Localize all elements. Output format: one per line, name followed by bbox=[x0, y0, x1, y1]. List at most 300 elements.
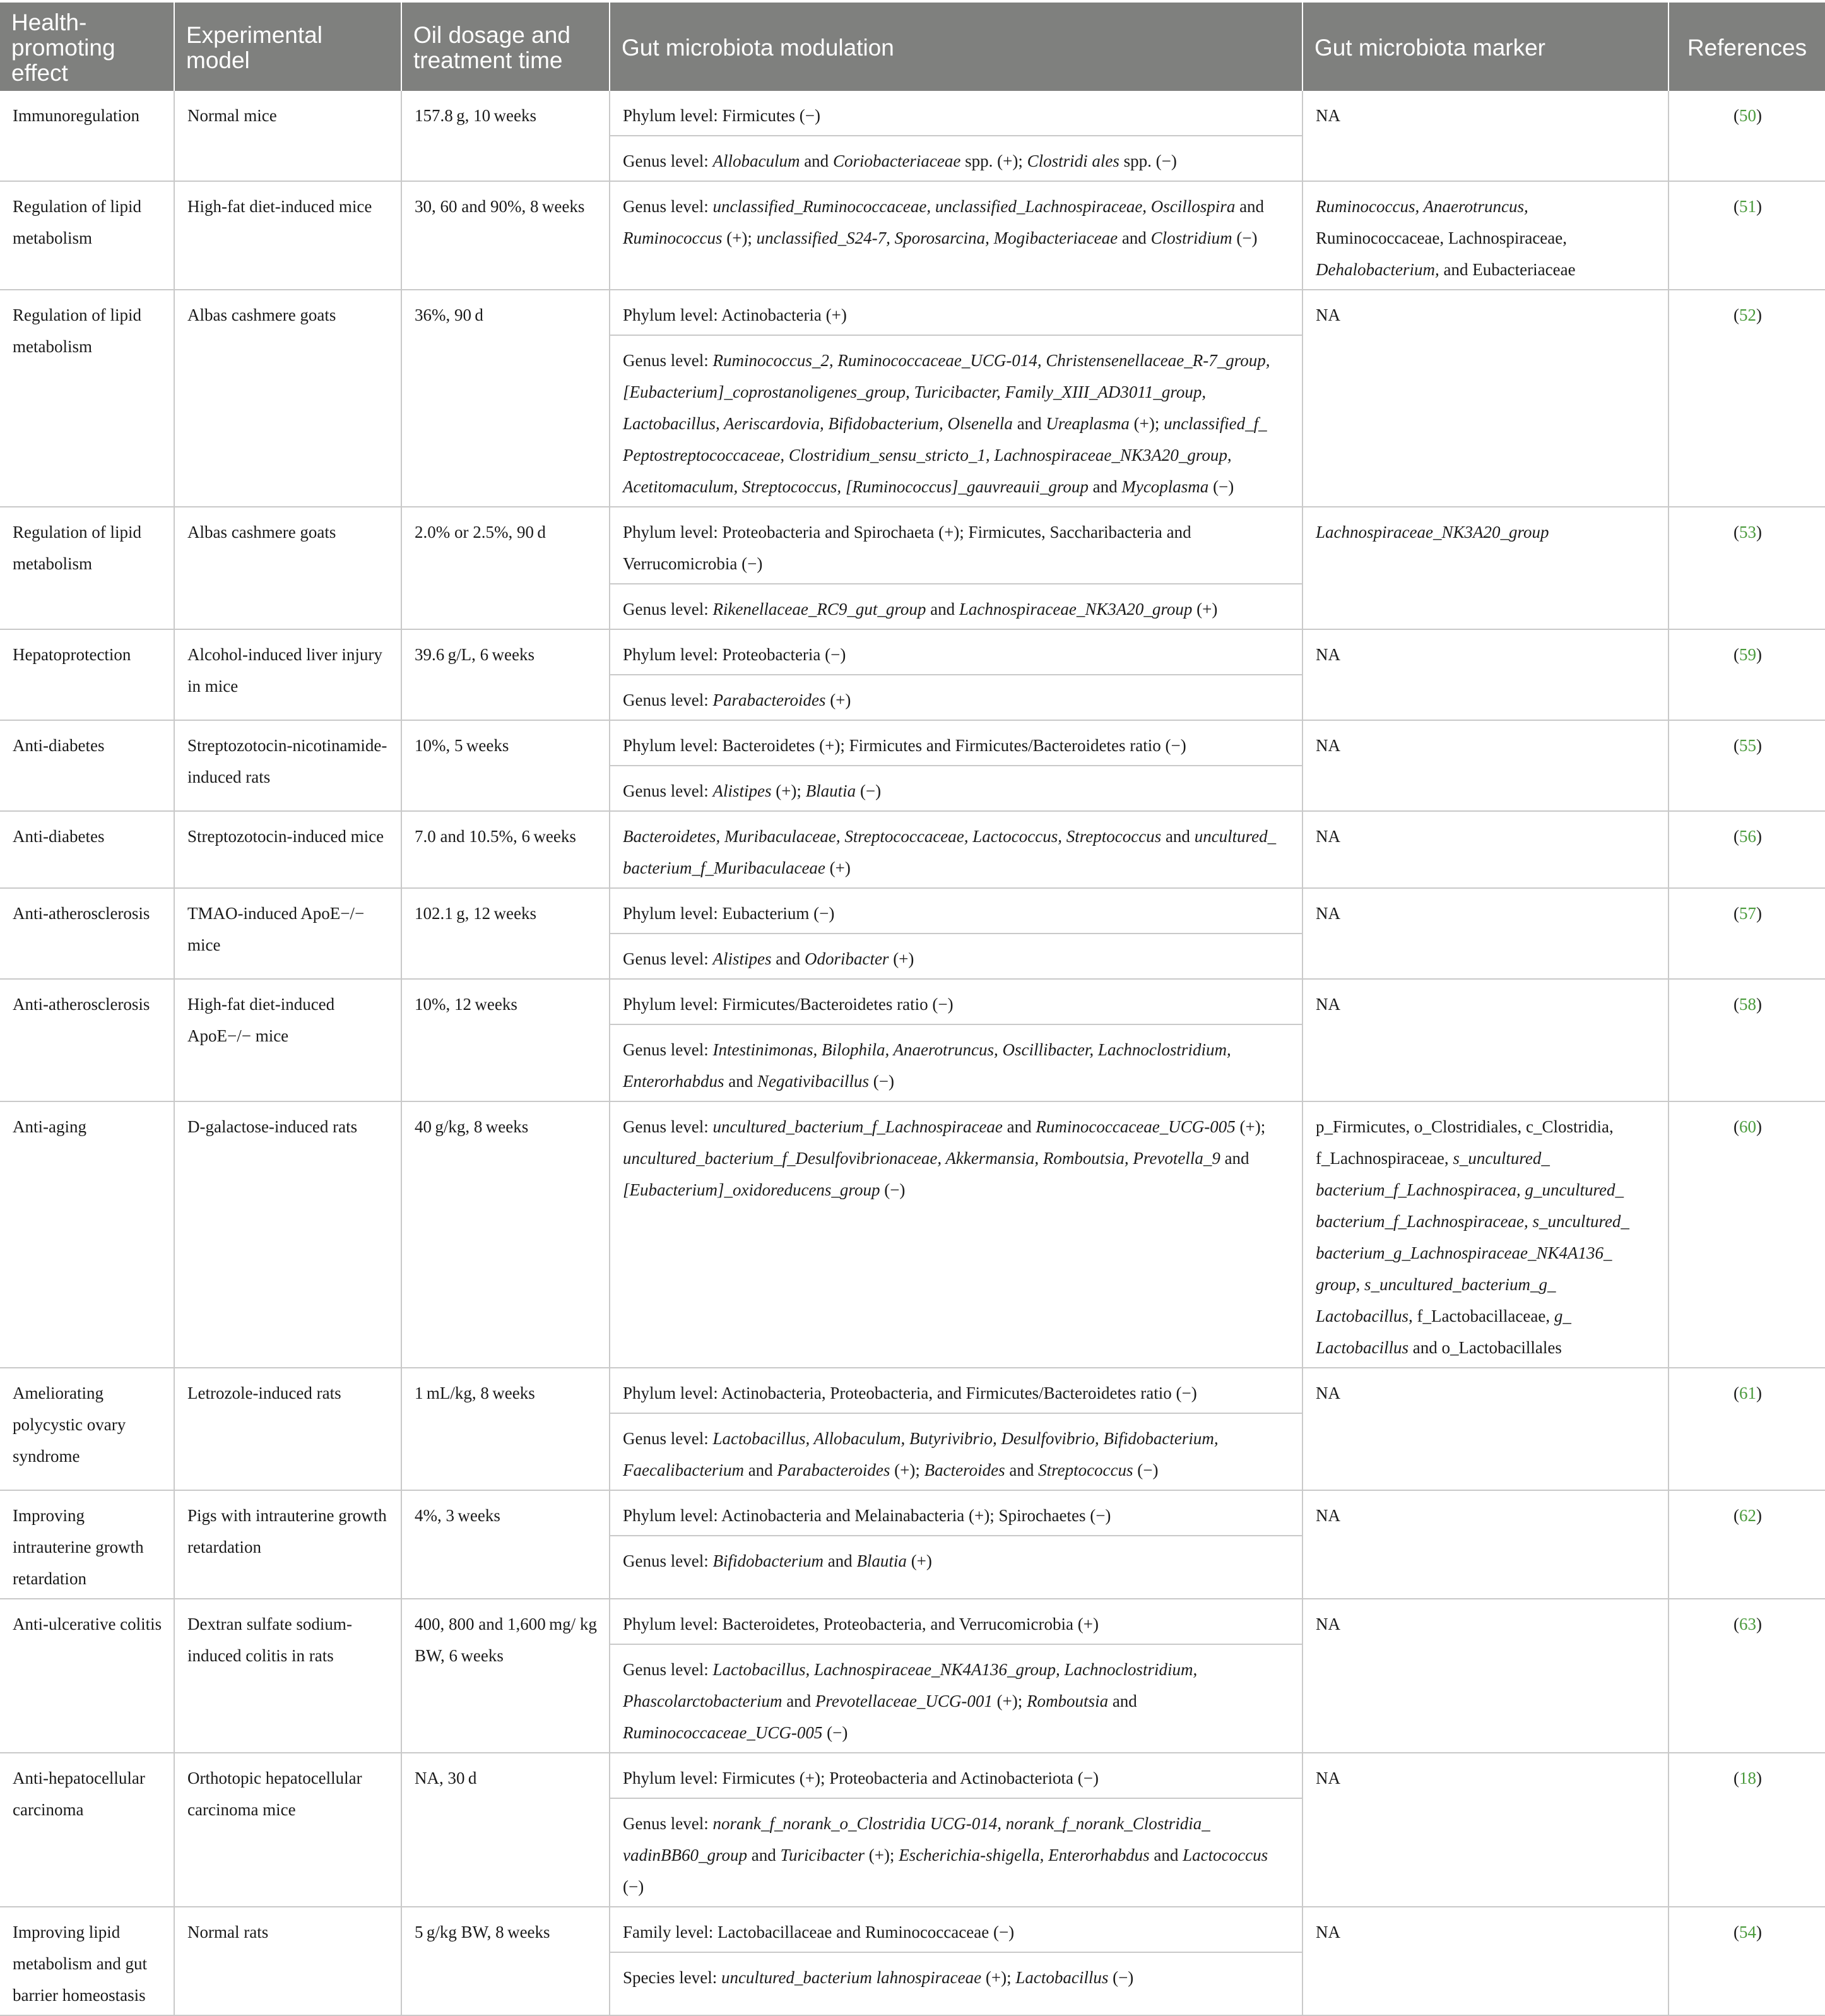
italic-taxon: Allobaculum bbox=[712, 151, 800, 170]
reference-link[interactable]: 53 bbox=[1739, 523, 1756, 542]
italic-taxon: norank_f_norank_o_Clostridia UCG-014, norank_f_norank_Clostridia_ vadinBB60_group bbox=[623, 1814, 1210, 1865]
cell-reference bbox=[1668, 888, 1825, 979]
reference-link[interactable]: 54 bbox=[1739, 1923, 1756, 1942]
modulation-line bbox=[610, 507, 1302, 583]
modulation-line bbox=[610, 721, 1302, 765]
cell-health-effect: Anti-atherosclerosis bbox=[0, 979, 174, 1101]
text-run: and bbox=[1002, 1117, 1036, 1136]
italic-taxon: Lactobacillus, Lachnospiraceae_NK4A136_group, Lachnoclostridium, Phascolarctobacterium bbox=[623, 1660, 1198, 1711]
cell-microbiota-marker bbox=[1302, 1907, 1668, 2015]
header-health-effect: Health-promoting effect bbox=[0, 3, 174, 91]
ref-close-paren: ) bbox=[1756, 827, 1762, 846]
text-run: Phylum level: Actinobacteria, Proteobacteria, and Firmicutes/Bacteroidetes ratio (−) bbox=[623, 1384, 1197, 1402]
text-run: (+) bbox=[825, 691, 851, 709]
modulation-line bbox=[610, 1413, 1302, 1490]
italic-taxon: Parabacteroides bbox=[712, 691, 826, 709]
ref-open-paren: ( bbox=[1733, 1117, 1739, 1136]
text-run: NA bbox=[1316, 1384, 1340, 1402]
table-row bbox=[0, 720, 1825, 811]
ref-close-paren: ) bbox=[1756, 645, 1762, 664]
cell-oil-dosage: 5 g/kg BW, 8 weeks bbox=[401, 1907, 610, 2015]
text-run: Phylum level: Eubacterium (−) bbox=[623, 904, 835, 923]
text-run: (+); bbox=[722, 228, 757, 247]
text-run: Genus level: bbox=[623, 1551, 713, 1570]
text-run: Genus level: bbox=[623, 351, 713, 370]
cell-health-effect: Regulation of lipid metabolism bbox=[0, 181, 174, 290]
reference-link[interactable]: 62 bbox=[1739, 1506, 1756, 1525]
text-run: Genus level: bbox=[623, 1040, 713, 1059]
text-run: Phylum level: Actinobacteria (+) bbox=[623, 305, 847, 324]
cell-health-effect: Ameliorating polycystic ovary syndrome bbox=[0, 1368, 174, 1490]
cell-oil-dosage: 2.0% or 2.5%, 90 d bbox=[401, 507, 610, 629]
cell-experimental-model: Pigs with intrauterine growth retardation bbox=[174, 1490, 401, 1599]
cell-reference bbox=[1668, 181, 1825, 290]
cell-health-effect: Regulation of lipid metabolism bbox=[0, 507, 174, 629]
italic-taxon: Ruminococcus bbox=[623, 228, 723, 247]
cell-oil-dosage: 39.6 g/L, 6 weeks bbox=[401, 629, 610, 720]
cell-reference bbox=[1668, 1599, 1825, 1753]
text-run: and bbox=[926, 600, 959, 619]
table-row bbox=[0, 91, 1825, 181]
text-run: NA bbox=[1316, 1769, 1340, 1788]
text-run: (−) bbox=[856, 781, 882, 800]
cell-experimental-model: High-fat diet-induced mice bbox=[174, 181, 401, 290]
text-run: (−) bbox=[868, 1072, 894, 1091]
ref-close-paren: ) bbox=[1756, 523, 1762, 542]
text-run: (−) bbox=[623, 1877, 644, 1896]
text-run: Phylum level: Firmicutes (−) bbox=[623, 106, 820, 125]
cell-microbiota-marker bbox=[1302, 181, 1668, 290]
text-run: Phylum level: Proteobacteria (−) bbox=[623, 645, 846, 664]
text-run: and bbox=[724, 1072, 757, 1091]
header-oil-dosage: Oil dosage and treatment time bbox=[401, 3, 610, 91]
ref-open-paren: ( bbox=[1733, 106, 1739, 125]
cell-experimental-model: Letrozole-induced rats bbox=[174, 1368, 401, 1490]
text-run: Genus level: bbox=[623, 151, 713, 170]
italic-taxon: Ruminococcus, Anaerotruncus, bbox=[1316, 197, 1528, 216]
text-run: and bbox=[1005, 1461, 1039, 1479]
reference-link[interactable]: 18 bbox=[1739, 1769, 1756, 1788]
text-run: Family level: Lactobacillaceae and Ruminococcaceae (−) bbox=[623, 1923, 1015, 1942]
table-row bbox=[0, 507, 1825, 629]
text-run: Genus level: bbox=[623, 600, 713, 619]
cell-health-effect: Anti-ulcerative colitis bbox=[0, 1599, 174, 1753]
italic-taxon: Parabacteroides bbox=[777, 1461, 890, 1479]
cell-microbiota-modulation bbox=[610, 888, 1302, 979]
text-run: and bbox=[782, 1692, 815, 1711]
modulation-line bbox=[610, 1102, 1302, 1209]
cell-oil-dosage: 40 g/kg, 8 weeks bbox=[401, 1101, 610, 1368]
cell-health-effect: Improving intrauterine growth retardation bbox=[0, 1490, 174, 1599]
reference-link[interactable]: 50 bbox=[1739, 106, 1756, 125]
cell-oil-dosage: 400, 800 and 1,600 mg/ kg BW, 6 weeks bbox=[401, 1599, 610, 1753]
italic-taxon: Blautia bbox=[856, 1551, 907, 1570]
text-run: (−) bbox=[880, 1180, 906, 1199]
italic-taxon: Bacteroidetes, Muribaculaceae, Streptococcaceae, Lactococcus, Streptococcus bbox=[623, 827, 1162, 846]
cell-reference bbox=[1668, 979, 1825, 1101]
italic-taxon: uncultured_bacterium_f_Desulfovibrionaceae, Akkermansia, Romboutsia, Prevotella_9 bbox=[623, 1149, 1220, 1168]
modulation-line bbox=[610, 889, 1302, 933]
cell-reference bbox=[1668, 91, 1825, 181]
cell-microbiota-modulation bbox=[610, 1907, 1302, 2015]
reference-link[interactable]: 58 bbox=[1739, 995, 1756, 1014]
text-run: p_Firmicutes, o_Clostridiales, c_Clostridia, f_Lachnospiraceae, bbox=[1316, 1117, 1614, 1168]
ref-close-paren: ) bbox=[1756, 1923, 1762, 1942]
italic-taxon: Clostridium bbox=[1150, 228, 1232, 247]
text-run: (−) bbox=[822, 1723, 848, 1742]
cell-reference bbox=[1668, 720, 1825, 811]
italic-taxon: unclassified_S24-7, Sporosarcina, Mogibacteriaceae bbox=[756, 228, 1118, 247]
modulation-line bbox=[610, 335, 1302, 506]
text-run: (−) bbox=[1208, 477, 1234, 496]
text-run: Genus level: bbox=[623, 691, 713, 709]
italic-taxon: Clostridi ales bbox=[1027, 151, 1119, 170]
text-run: Phylum level: Firmicutes/Bacteroidetes ratio (−) bbox=[623, 995, 954, 1014]
ref-open-paren: ( bbox=[1733, 305, 1739, 324]
text-run: spp. (+); bbox=[960, 151, 1027, 170]
modulation-line bbox=[610, 933, 1302, 978]
cell-oil-dosage: 10%, 5 weeks bbox=[401, 720, 610, 811]
cell-health-effect: Regulation of lipid metabolism bbox=[0, 290, 174, 507]
cell-experimental-model: TMAO-induced ApoE−/− mice bbox=[174, 888, 401, 979]
cell-microbiota-marker bbox=[1302, 1753, 1668, 1907]
cell-experimental-model: Albas cashmere goats bbox=[174, 290, 401, 507]
modulation-line bbox=[610, 765, 1302, 810]
text-run: (+); bbox=[864, 1846, 899, 1865]
microbiota-table bbox=[0, 3, 1825, 2016]
cell-health-effect: Anti-aging bbox=[0, 1101, 174, 1368]
cell-oil-dosage: 157.8 g, 10 weeks bbox=[401, 91, 610, 181]
cell-microbiota-modulation bbox=[610, 1368, 1302, 1490]
modulation-line bbox=[610, 1491, 1302, 1535]
italic-taxon: Romboutsia bbox=[1027, 1692, 1109, 1711]
cell-oil-dosage: 4%, 3 weeks bbox=[401, 1490, 610, 1599]
text-run: (+) bbox=[1192, 600, 1218, 619]
cell-microbiota-modulation bbox=[610, 1753, 1302, 1907]
cell-microbiota-modulation bbox=[610, 181, 1302, 290]
italic-taxon: Streptococcus bbox=[1038, 1461, 1133, 1479]
ref-close-paren: ) bbox=[1756, 904, 1762, 923]
cell-microbiota-modulation bbox=[610, 91, 1302, 181]
modulation-line bbox=[610, 290, 1302, 335]
text-run: NA bbox=[1316, 904, 1340, 923]
header-microbiota-modulation: Gut microbiota modulation bbox=[610, 3, 1302, 91]
text-run: NA bbox=[1316, 1923, 1340, 1942]
ref-open-paren: ( bbox=[1733, 904, 1739, 923]
text-run: NA bbox=[1316, 995, 1340, 1014]
cell-experimental-model: Orthotopic hepatocellular carcinoma mice bbox=[174, 1753, 401, 1907]
text-run: (+); bbox=[771, 781, 806, 800]
cell-microbiota-modulation bbox=[610, 507, 1302, 629]
italic-taxon: Ruminococcaceae_UCG-005 bbox=[1036, 1117, 1236, 1136]
cell-reference bbox=[1668, 1368, 1825, 1490]
ref-close-paren: ) bbox=[1756, 1506, 1762, 1525]
text-run: (+); bbox=[1235, 1117, 1266, 1136]
cell-microbiota-modulation bbox=[610, 979, 1302, 1101]
text-run: and bbox=[1012, 414, 1046, 433]
cell-health-effect: Improving lipid metabolism and gut barrier homeostasis bbox=[0, 1907, 174, 2015]
text-run: (+); bbox=[1129, 414, 1164, 433]
text-run: (−) bbox=[1133, 1461, 1159, 1479]
cell-microbiota-modulation bbox=[610, 290, 1302, 507]
ref-open-paren: ( bbox=[1733, 995, 1739, 1014]
cell-microbiota-marker bbox=[1302, 629, 1668, 720]
table-row bbox=[0, 1101, 1825, 1368]
cell-experimental-model: Streptozotocin-induced mice bbox=[174, 811, 401, 888]
cell-experimental-model: Alcohol-induced liver injury in mice bbox=[174, 629, 401, 720]
text-run: Genus level: bbox=[623, 781, 713, 800]
text-run: spp. (−) bbox=[1119, 151, 1177, 170]
cell-microbiota-marker bbox=[1302, 91, 1668, 181]
cell-oil-dosage: NA, 30 d bbox=[401, 1753, 610, 1907]
italic-taxon: unclassified_Ruminococcaceae, unclassified_Lachnospiraceae, Oscillospira bbox=[712, 197, 1236, 216]
cell-microbiota-modulation bbox=[610, 720, 1302, 811]
text-run: NA bbox=[1316, 736, 1340, 755]
text-run: Genus level: bbox=[623, 1117, 713, 1136]
ref-open-paren: ( bbox=[1733, 197, 1739, 216]
italic-taxon: Lactobacillus bbox=[1015, 1968, 1109, 1987]
table-row bbox=[0, 181, 1825, 290]
italic-taxon: g_ Lactobacillus bbox=[1316, 1307, 1571, 1357]
modulation-line bbox=[610, 1644, 1302, 1752]
cell-reference bbox=[1668, 1753, 1825, 1907]
reference-link[interactable]: 51 bbox=[1739, 197, 1756, 216]
modulation-line bbox=[610, 1535, 1302, 1580]
cell-microbiota-marker bbox=[1302, 811, 1668, 888]
italic-taxon: Turicibacter bbox=[780, 1846, 865, 1865]
ref-open-paren: ( bbox=[1733, 736, 1739, 755]
cell-health-effect: Anti-diabetes bbox=[0, 720, 174, 811]
text-run: and Eubacteriaceae bbox=[1439, 260, 1576, 279]
text-run: and bbox=[1149, 1846, 1183, 1865]
ref-close-paren: ) bbox=[1756, 1117, 1762, 1136]
cell-microbiota-marker bbox=[1302, 290, 1668, 507]
ref-close-paren: ) bbox=[1756, 1769, 1762, 1788]
reference-link[interactable]: 60 bbox=[1739, 1117, 1756, 1136]
modulation-line bbox=[610, 135, 1302, 181]
italic-taxon: Ruminococcaceae_UCG-005 bbox=[623, 1723, 823, 1742]
cell-health-effect: Immunoregulation bbox=[0, 91, 174, 181]
table-row bbox=[0, 1368, 1825, 1490]
cell-oil-dosage: 36%, 90 d bbox=[401, 290, 610, 507]
text-run: and bbox=[771, 949, 805, 968]
italic-taxon: Mycoplasma bbox=[1121, 477, 1209, 496]
italic-taxon: uncultured_bacterium_f_Lachnospiraceae bbox=[712, 1117, 1003, 1136]
text-run: NA bbox=[1316, 827, 1340, 846]
text-run: (+) bbox=[889, 949, 914, 968]
italic-taxon: uncultured_bacterium lahnospiraceae bbox=[721, 1968, 982, 1987]
header-experimental-model: Experimental model bbox=[174, 3, 401, 91]
text-run: Genus level: bbox=[623, 197, 713, 216]
cell-health-effect: Anti-hepatocellular carcinoma bbox=[0, 1753, 174, 1907]
italic-taxon: Lactococcus bbox=[1183, 1846, 1268, 1865]
italic-taxon: Odoribacter bbox=[804, 949, 889, 968]
table-row bbox=[0, 979, 1825, 1101]
header-row bbox=[0, 3, 1825, 91]
text-run: NA bbox=[1316, 1506, 1340, 1525]
text-run: NA bbox=[1316, 645, 1340, 664]
reference-link[interactable]: 56 bbox=[1739, 827, 1756, 846]
text-run: Genus level: bbox=[623, 1660, 713, 1679]
text-run: Genus level: bbox=[623, 1814, 713, 1833]
cell-microbiota-modulation bbox=[610, 1599, 1302, 1753]
text-run: (+); bbox=[890, 1461, 924, 1479]
italic-taxon: Bifidobacterium bbox=[712, 1551, 824, 1570]
text-run: and o_Lactobacillales bbox=[1409, 1338, 1562, 1357]
reference-link[interactable]: 52 bbox=[1739, 305, 1756, 324]
italic-taxon: Negativibacillus bbox=[757, 1072, 869, 1091]
text-run: Phylum level: Proteobacteria and Spirochaeta (+); Firmicutes, Saccharibacteria and Verrucomicrobia (−) bbox=[623, 523, 1191, 573]
reference-link[interactable]: 63 bbox=[1739, 1615, 1756, 1634]
header-microbiota-marker: Gut microbiota marker bbox=[1302, 3, 1668, 91]
italic-taxon: s_uncultured_ bacterium_f_Lachnospiracea, g_uncultured_ bacterium_f_Lachnospiraceae, s_uncultured_ bacterium_g_Lachnospiraceae_NK4A136_ group, s_uncultured_bacterium_g_ Lactobacillus, bbox=[1316, 1149, 1629, 1325]
ref-open-paren: ( bbox=[1733, 645, 1739, 664]
ref-open-paren: ( bbox=[1733, 1615, 1739, 1634]
cell-experimental-model: High-fat diet-induced ApoE−/− mice bbox=[174, 979, 401, 1101]
reference-link[interactable]: 55 bbox=[1739, 736, 1756, 755]
table-row bbox=[0, 629, 1825, 720]
text-run: Ruminococcaceae, Lachnospiraceae, bbox=[1316, 228, 1568, 247]
cell-experimental-model: Normal mice bbox=[174, 91, 401, 181]
reference-link[interactable]: 61 bbox=[1739, 1384, 1756, 1402]
cell-experimental-model: Albas cashmere goats bbox=[174, 507, 401, 629]
table-body bbox=[0, 91, 1825, 2015]
italic-taxon: Ruminococcus_2, Ruminococcaceae_UCG-014, Christensenellaceae_R-7_group, [Eubacterium]_coprostanoligenes_group, Turicibacter, Family_XIII_AD3011_group, Lactobacillus, Aeriscardovia, Bifidobacterium, Olsenella bbox=[623, 351, 1270, 433]
text-run: and bbox=[743, 1461, 777, 1479]
italic-taxon: Alistipes bbox=[712, 781, 772, 800]
text-run: NA bbox=[1316, 305, 1340, 324]
cell-experimental-model: D-galactose-induced rats bbox=[174, 1101, 401, 1368]
ref-close-paren: ) bbox=[1756, 736, 1762, 755]
text-run: and bbox=[747, 1846, 781, 1865]
cell-microbiota-marker bbox=[1302, 1368, 1668, 1490]
text-run: Phylum level: Bacteroidetes (+); Firmicutes and Firmicutes/Bacteroidetes ratio (−) bbox=[623, 736, 1186, 755]
table-row bbox=[0, 888, 1825, 979]
cell-oil-dosage: 1 mL/kg, 8 weeks bbox=[401, 1368, 610, 1490]
italic-taxon: Escherichia-shigella, Enterorhabdus bbox=[899, 1846, 1150, 1865]
text-run: (+) bbox=[906, 1551, 932, 1570]
text-run: and bbox=[800, 151, 833, 170]
cell-reference bbox=[1668, 811, 1825, 888]
ref-close-paren: ) bbox=[1756, 1615, 1762, 1634]
modulation-line bbox=[610, 1599, 1302, 1644]
table-row bbox=[0, 1490, 1825, 1599]
italic-taxon: Lactobacillus, Allobaculum, Butyrivibrio, Desulfovibrio, Bifidobacterium, Faecalibacterium bbox=[623, 1429, 1219, 1479]
text-run: Phylum level: Firmicutes (+); Proteobacteria and Actinobacteriota (−) bbox=[623, 1769, 1099, 1788]
italic-taxon: Ureaplasma bbox=[1046, 414, 1130, 433]
italic-taxon: uncultured_ bacterium_f_Muribaculaceae bbox=[623, 827, 1277, 877]
ref-close-paren: ) bbox=[1756, 305, 1762, 324]
ref-close-paren: ) bbox=[1756, 1384, 1762, 1402]
cell-microbiota-modulation bbox=[610, 629, 1302, 720]
cell-reference bbox=[1668, 629, 1825, 720]
modulation-line bbox=[610, 1368, 1302, 1413]
cell-experimental-model: Streptozotocin-nicotinamide-induced rats bbox=[174, 720, 401, 811]
italic-taxon: Dehalobacterium, bbox=[1316, 260, 1439, 279]
modulation-line bbox=[610, 1024, 1302, 1101]
modulation-line bbox=[610, 182, 1302, 258]
table-row bbox=[0, 1599, 1825, 1753]
ref-open-paren: ( bbox=[1733, 827, 1739, 846]
cell-health-effect: Anti-diabetes bbox=[0, 811, 174, 888]
ref-open-paren: ( bbox=[1733, 1506, 1739, 1525]
cell-experimental-model: Normal rats bbox=[174, 1907, 401, 2015]
cell-oil-dosage: 7.0 and 10.5%, 6 weeks bbox=[401, 811, 610, 888]
text-run: (+); bbox=[981, 1968, 1016, 1987]
text-run: (+); bbox=[992, 1692, 1027, 1711]
cell-reference bbox=[1668, 1101, 1825, 1368]
text-run: (−) bbox=[1232, 228, 1258, 247]
modulation-line bbox=[610, 630, 1302, 674]
italic-taxon: Rikenellaceae_RC9_gut_group bbox=[712, 600, 926, 619]
ref-open-paren: ( bbox=[1733, 1769, 1739, 1788]
italic-taxon: Blautia bbox=[805, 781, 856, 800]
cell-microbiota-marker bbox=[1302, 1101, 1668, 1368]
ref-close-paren: ) bbox=[1756, 106, 1762, 125]
modulation-line bbox=[610, 1952, 1302, 1997]
cell-health-effect: Anti-atherosclerosis bbox=[0, 888, 174, 979]
cell-microbiota-modulation bbox=[610, 1490, 1302, 1599]
cell-reference bbox=[1668, 290, 1825, 507]
italic-taxon: Intestinimonas, Bilophila, Anaerotruncus, Oscillibacter, Lachnoclostridium, Enterorhabdus bbox=[623, 1040, 1231, 1091]
text-run: and bbox=[1088, 477, 1122, 496]
cell-oil-dosage: 102.1 g, 12 weeks bbox=[401, 888, 610, 979]
text-run: and bbox=[1220, 1149, 1249, 1168]
italic-taxon: Alistipes bbox=[712, 949, 772, 968]
modulation-line bbox=[610, 91, 1302, 135]
text-run: Genus level: bbox=[623, 1429, 713, 1448]
modulation-line bbox=[610, 1753, 1302, 1798]
italic-taxon: Lachnospiraceae_NK3A20_group bbox=[1316, 523, 1549, 542]
table-row bbox=[0, 1753, 1825, 1907]
modulation-line bbox=[610, 1907, 1302, 1952]
text-run: f_Lactobacillaceae, bbox=[1412, 1307, 1554, 1325]
table-row bbox=[0, 811, 1825, 888]
italic-taxon: [Eubacterium]_oxidoreducens_group bbox=[623, 1180, 880, 1199]
reference-link[interactable]: 59 bbox=[1739, 645, 1756, 664]
ref-open-paren: ( bbox=[1733, 1923, 1739, 1942]
cell-reference bbox=[1668, 507, 1825, 629]
text-run: (−) bbox=[1108, 1968, 1134, 1987]
text-run: NA bbox=[1316, 1615, 1340, 1634]
text-run: and bbox=[1235, 197, 1265, 216]
italic-taxon: Prevotellaceae_UCG-001 bbox=[815, 1692, 993, 1711]
cell-microbiota-marker bbox=[1302, 1490, 1668, 1599]
text-run: and bbox=[823, 1551, 857, 1570]
cell-oil-dosage: 30, 60 and 90%, 8 weeks bbox=[401, 181, 610, 290]
cell-experimental-model: Dextran sulfate sodium-induced colitis in rats bbox=[174, 1599, 401, 1753]
cell-microbiota-marker bbox=[1302, 888, 1668, 979]
italic-taxon: Coriobacteriaceae bbox=[832, 151, 961, 170]
header-references: References bbox=[1668, 3, 1825, 91]
text-run: Phylum level: Bacteroidetes, Proteobacteria, and Verrucomicrobia (+) bbox=[623, 1615, 1099, 1634]
text-run: and bbox=[1108, 1692, 1137, 1711]
text-run: (+) bbox=[825, 858, 851, 877]
text-run: NA bbox=[1316, 106, 1340, 125]
reference-link[interactable]: 57 bbox=[1739, 904, 1756, 923]
cell-microbiota-modulation bbox=[610, 1101, 1302, 1368]
modulation-line bbox=[610, 980, 1302, 1024]
cell-microbiota-marker bbox=[1302, 979, 1668, 1101]
text-run: Species level: bbox=[623, 1968, 721, 1987]
italic-taxon: Bacteroides bbox=[924, 1461, 1005, 1479]
cell-microbiota-modulation bbox=[610, 811, 1302, 888]
cell-microbiota-marker bbox=[1302, 720, 1668, 811]
text-run: Genus level: bbox=[623, 949, 713, 968]
cell-oil-dosage: 10%, 12 weeks bbox=[401, 979, 610, 1101]
text-run: Phylum level: Actinobacteria and Melainabacteria (+); Spirochaetes (−) bbox=[623, 1506, 1111, 1525]
modulation-line bbox=[610, 583, 1302, 629]
